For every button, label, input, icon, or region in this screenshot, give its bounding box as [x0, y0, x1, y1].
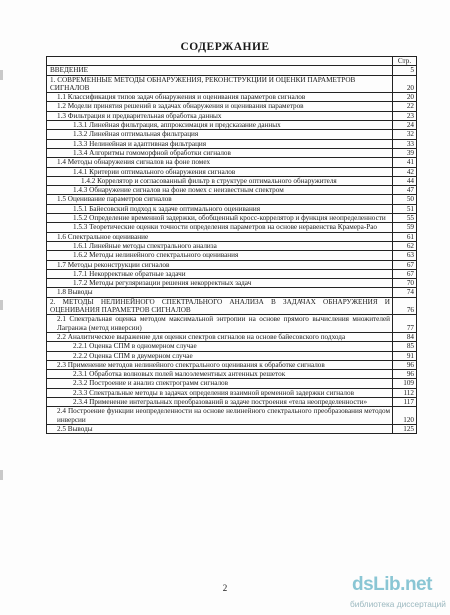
- toc-row: [47, 66, 417, 75]
- toc-row: [47, 176, 417, 185]
- toc-row: [47, 167, 417, 176]
- toc-entry-page: 67: [393, 269, 417, 278]
- toc-entry-page: 50: [393, 195, 417, 204]
- toc-entry-title: 1.6.2 Методы нелинейного спектрального оценивания: [47, 251, 393, 260]
- scan-mark: [0, 70, 3, 80]
- scan-mark: [0, 300, 3, 310]
- toc-row: [47, 407, 417, 425]
- toc-row: [47, 360, 417, 369]
- toc-entry-title: 1.3.4 Алгоритмы гомоморфной обработки сигналов: [47, 148, 393, 157]
- toc-row: [47, 332, 417, 341]
- toc-entry-title: 1.7.2 Методы регуляризации решения некорректных задач: [47, 279, 393, 288]
- toc-entry-page: 70: [393, 279, 417, 288]
- toc-entry-page: 76: [393, 297, 417, 315]
- toc-entry-title: 2.3 Применение методов нелинейного спектрального оценивания к обработке сигналов: [47, 360, 393, 369]
- toc-entry-title: 2.5 Выводы: [47, 424, 393, 433]
- toc-entry-page: 91: [393, 351, 417, 360]
- toc-entry-page: 23: [393, 111, 417, 120]
- toc-entry-title: 2.2 Аналитическое выражение для оценки спектров сигналов на основе байесовского подхода: [47, 332, 393, 341]
- toc-row: [47, 93, 417, 102]
- toc-entry-title: 1.5.1 Байесовский подход к задаче оптимального оценивания: [47, 204, 393, 213]
- page-number: 2: [222, 583, 228, 593]
- toc-entry-page: 125: [393, 424, 417, 433]
- toc-row: [47, 121, 417, 130]
- toc-entry-title: ВВЕДЕНИЕ: [47, 66, 393, 75]
- toc-entry-title: 1.8 Выводы: [47, 288, 393, 297]
- toc-entry-page: 67: [393, 260, 417, 269]
- toc-row: [47, 279, 417, 288]
- toc-entry-title: 1.1 Классификация типов задач обнаружения и оценивания параметров сигналов: [47, 93, 393, 102]
- toc-entry-title: 1.4 Методы обнаружения сигналов на фоне помех: [47, 158, 393, 167]
- toc-row: [47, 214, 417, 223]
- toc-row: [47, 269, 417, 278]
- toc-entry-page: 63: [393, 251, 417, 260]
- toc-entry-title: 1.7.1 Некорректные обратные задачи: [47, 269, 393, 278]
- toc-row: [47, 186, 417, 195]
- toc-row: [47, 241, 417, 250]
- toc-entry-page: 33: [393, 139, 417, 148]
- toc-header-blank: [47, 57, 393, 66]
- toc-entry-page: 61: [393, 232, 417, 241]
- toc-entry-title: 1.7 Методы реконструкции сигналов: [47, 260, 393, 269]
- toc-row: [47, 251, 417, 260]
- toc-entry-page: 74: [393, 288, 417, 297]
- toc-entry-page: 96: [393, 370, 417, 379]
- toc-entry-title: 1.5.3 Теоретические оценки точности определения параметров на основе неравенства Крамера-Рао: [47, 223, 393, 232]
- toc-entry-page: 84: [393, 332, 417, 341]
- toc-row: [47, 232, 417, 241]
- toc-row: [47, 223, 417, 232]
- toc-entry-title: 2.1 Спектральная оценка методом максимальной энтропии на основе прямого вычисления множителей Лагранжа (метод инверсии): [47, 315, 393, 333]
- toc-entry-title: 2.3.3 Спектральные методы в задачах определения взаимной временной задержки сигналов: [47, 388, 393, 397]
- toc-entry-page: 51: [393, 204, 417, 213]
- toc-entry-page: 120: [393, 407, 417, 425]
- watermark-subtitle: библиотека диссертаций: [350, 599, 446, 609]
- toc-entry-title: 1.5.2 Определение временной задержки, обобщенный кросс-коррелятор и функция неопределенности: [47, 214, 393, 223]
- toc-row: [47, 111, 417, 120]
- toc-entry-page: 5: [393, 66, 417, 75]
- toc-entry-title: 1.3.2 Линейная оптимальная фильтрация: [47, 130, 393, 139]
- scan-mark: [0, 470, 3, 480]
- toc-entry-page: 109: [393, 379, 417, 388]
- toc-header-row: [47, 57, 417, 66]
- toc-entry-page: 96: [393, 360, 417, 369]
- document-title: СОДЕРЖАНИЕ: [180, 41, 270, 53]
- toc-row: [47, 397, 417, 406]
- toc-entry-title: 1.2 Модели принятия решений в задачах обнаружения и оценивания параметров: [47, 102, 393, 111]
- toc-entry-title: 1.4.1 Критерии оптимального обнаружения сигналов: [47, 167, 393, 176]
- toc-row: [47, 424, 417, 433]
- toc-row: [47, 102, 417, 111]
- toc-entry-page: 44: [393, 176, 417, 185]
- watermark-logo: dsLib.net: [352, 574, 432, 595]
- page-column-header: Стр.: [393, 57, 417, 66]
- toc-entry-page: 20: [393, 93, 417, 102]
- toc-row: [47, 288, 417, 297]
- toc-row: [47, 297, 417, 315]
- toc-entry-page: 41: [393, 158, 417, 167]
- toc-entry-page: 77: [393, 315, 417, 333]
- toc-entry-title: 2.2.1 Оценка СПМ в одномерном случае: [47, 342, 393, 351]
- toc-row: [47, 342, 417, 351]
- toc-row: [47, 379, 417, 388]
- toc-entry-page: 42: [393, 167, 417, 176]
- table-of-contents: [46, 56, 417, 434]
- toc-entry-page: 22: [393, 102, 417, 111]
- toc-entry-title: 2. МЕТОДЫ НЕЛИНЕЙНОГО СПЕКТРАЛЬНОГО АНАЛИЗА В ЗАДАЧАХ ОБНАРУЖЕНИЯ И ОЦЕНИВАНИЯ ПАРАМЕТРОВ СИГНАЛОВ: [47, 297, 393, 315]
- toc-row: [47, 260, 417, 269]
- toc-entry-page: 112: [393, 388, 417, 397]
- toc-entry-page: 47: [393, 186, 417, 195]
- toc-entry-title: 1.4.3 Обнаружение сигналов на фоне помех с неизвестным спектром: [47, 186, 393, 195]
- toc-row: [47, 148, 417, 157]
- toc-entry-title: 2.3.2 Построение и анализ спектрограмм сигналов: [47, 379, 393, 388]
- toc-row: [47, 139, 417, 148]
- toc-entry-title: 1.3 Фильтрация и предварительная обработка данных: [47, 111, 393, 120]
- toc-row: [47, 75, 417, 93]
- toc-entry-title: 1.5 Оценивание параметров сигналов: [47, 195, 393, 204]
- toc-row: [47, 351, 417, 360]
- toc-row: [47, 388, 417, 397]
- toc-entry-title: 1.6 Спектральное оценивание: [47, 232, 393, 241]
- toc-row: [47, 204, 417, 213]
- toc-entry-title: 1.3.3 Нелинейная и адаптивная фильтрация: [47, 139, 393, 148]
- toc-entry-page: 39: [393, 148, 417, 157]
- toc-entry-page: 62: [393, 241, 417, 250]
- watermark: [350, 574, 450, 615]
- toc-entry-title: 1.3.1 Линейная фильтрация, аппроксимация и предсказание данных: [47, 121, 393, 130]
- toc-entry-page: 24: [393, 121, 417, 130]
- toc-entry-title: 1.6.1 Линейные методы спектрального анализа: [47, 241, 393, 250]
- toc-row: [47, 370, 417, 379]
- toc-entry-page: 32: [393, 130, 417, 139]
- toc-entry-title: 1. СОВРЕМЕННЫЕ МЕТОДЫ ОБНАРУЖЕНИЯ, РЕКОНСТРУКЦИИ И ОЦЕНКИ ПАРАМЕТРОВ СИГНАЛОВ: [47, 75, 393, 93]
- toc-row: [47, 315, 417, 333]
- toc-entry-page: 55: [393, 214, 417, 223]
- toc-entry-page: 59: [393, 223, 417, 232]
- toc-entry-page: 20: [393, 75, 417, 93]
- toc-entry-page: 117: [393, 397, 417, 406]
- toc-row: [47, 158, 417, 167]
- toc-row: [47, 130, 417, 139]
- toc-entry-title: 1.4.2 Коррелятор и согласованный фильтр в структуре оптимального обнаружителя: [47, 176, 393, 185]
- toc-entry-title: 2.2.2 Оценка СПМ в двумерном случае: [47, 351, 393, 360]
- toc-entry-title: 2.3.1 Обработка волновых полей малоэлементных антенных решеток: [47, 370, 393, 379]
- toc-entry-page: 85: [393, 342, 417, 351]
- toc-entry-title: 2.4 Построение функции неопределенности на основе нелинейного спектрального преобразования методом инверсии: [47, 407, 393, 425]
- toc-row: [47, 195, 417, 204]
- toc-entry-title: 2.3.4 Применение интегральных преобразований в задаче построения «тела неопределенности»: [47, 397, 393, 406]
